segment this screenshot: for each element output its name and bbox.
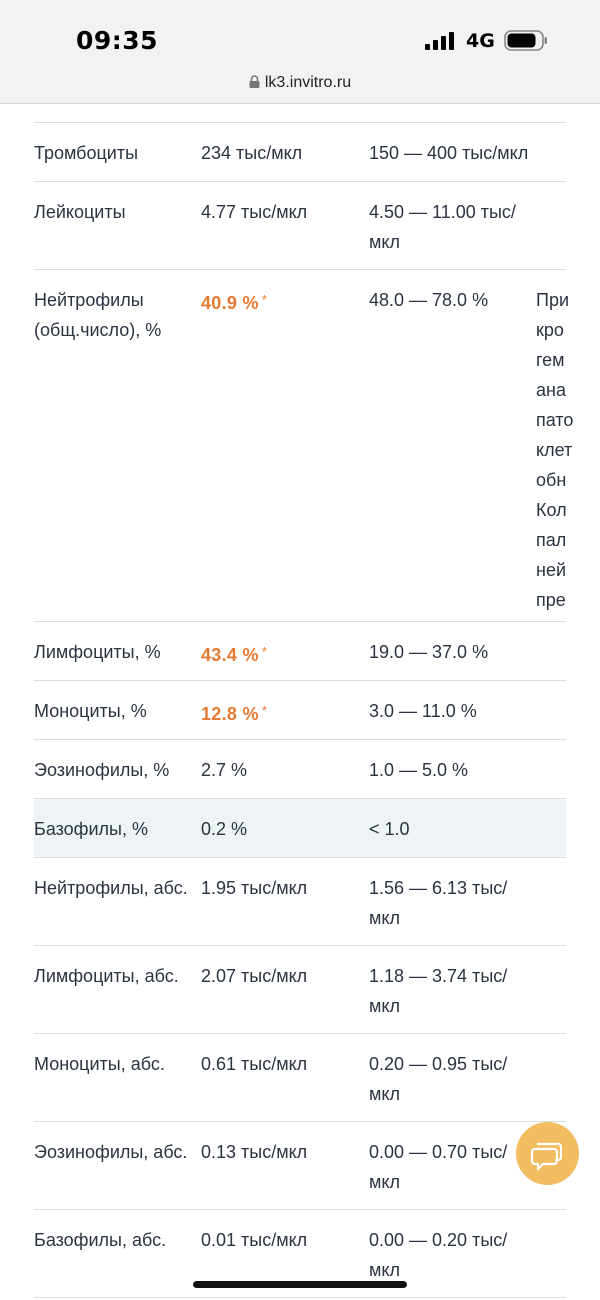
test-value-cell [201, 696, 361, 729]
abnormal-flag: * [261, 292, 267, 307]
reference-range: 1.0 — 5.0 % [369, 760, 469, 780]
test-name: Эозинофилы, % [34, 760, 170, 780]
abnormal-flag: * [261, 703, 267, 718]
table-row [34, 123, 566, 182]
comment-line: обн [536, 470, 567, 490]
test-value-cell [201, 1137, 361, 1167]
test-name: Моноциты, абс. [34, 1054, 165, 1074]
test-value-cell [201, 814, 361, 844]
test-name: Нейтрофилы, абс. [34, 878, 188, 898]
test-value-cell [201, 1225, 361, 1255]
test-value: 40.9 % [201, 293, 259, 313]
table-row [34, 740, 566, 799]
test-value: 43.4 % [201, 645, 259, 665]
table-row [34, 946, 566, 1034]
comment-cell [536, 285, 596, 615]
test-value-cell [201, 755, 361, 785]
test-name: Лимфоциты, абс. [34, 966, 179, 986]
reference-range: 0.00 — 0.20 тыс/мкл [369, 1230, 508, 1280]
test-value: 4.77 тыс/мкл [201, 202, 308, 222]
table-row [34, 622, 566, 681]
test-value: 0.2 % [201, 819, 248, 839]
chat-bubbles-icon [516, 1122, 579, 1185]
test-value: 0.61 тыс/мкл [201, 1054, 308, 1074]
signal-icon [425, 32, 457, 50]
abnormal-flag: * [261, 644, 267, 659]
test-value-cell [201, 873, 361, 903]
test-value-cell [201, 961, 361, 991]
table-row [34, 182, 566, 270]
comment-line: При [536, 290, 570, 310]
test-value-cell [201, 1049, 361, 1079]
reference-range: 1.18 — 3.74 тыс/мкл [369, 966, 508, 1016]
comment-line: кро [536, 320, 564, 340]
reference-range: 150 — 400 тыс/мкл [369, 143, 529, 163]
results-table [0, 104, 600, 1300]
table-row [34, 1034, 566, 1122]
test-name: Эозинофилы, абс. [34, 1142, 188, 1162]
lock-icon [249, 75, 260, 88]
comment-line: пал [536, 530, 567, 550]
status-time: 09:35 [76, 26, 159, 55]
test-name: Лимфоциты, % [34, 642, 161, 662]
address-bar[interactable] [0, 74, 600, 92]
test-value: 2.7 % [201, 760, 248, 780]
table-row [34, 681, 566, 740]
reference-range: 4.50 — 11.00 тыс/мкл [369, 202, 516, 252]
test-value: 0.13 тыс/мкл [201, 1142, 308, 1162]
table-row [34, 270, 574, 622]
test-name: Лейкоциты [34, 202, 126, 222]
table-row [34, 799, 566, 858]
comment-line: пре [536, 590, 566, 610]
url-text: lk3.invitro.ru [264, 74, 352, 91]
reference-range: < 1.0 [369, 819, 410, 839]
test-value: 12.8 % [201, 704, 259, 724]
status-bar [0, 0, 600, 104]
comment-line: клет [536, 440, 573, 460]
test-value: 1.95 тыс/мкл [201, 878, 308, 898]
network-type: 4G [466, 30, 495, 52]
test-name: Нейтрофилы (общ.число), % [34, 290, 162, 340]
test-value: 2.07 тыс/мкл [201, 966, 308, 986]
reference-range: 19.0 — 37.0 % [369, 642, 489, 662]
test-name: Базофилы, % [34, 819, 148, 839]
test-name: Тромбоциты [34, 143, 139, 163]
reference-range: 3.0 — 11.0 % [369, 701, 477, 721]
home-indicator[interactable] [193, 1281, 407, 1288]
test-value-cell [201, 285, 361, 318]
reference-range: 0.00 — 0.70 тыс/мкл [369, 1142, 508, 1192]
test-value-cell [201, 637, 361, 670]
reference-range: 0.20 — 0.95 тыс/мкл [369, 1054, 508, 1104]
comment-line: пато [536, 410, 574, 430]
test-name: Базофилы, абс. [34, 1230, 167, 1250]
table-row [34, 1122, 566, 1210]
comment-line: гем [536, 350, 565, 370]
comment-line: ней [536, 560, 567, 580]
test-name: Моноциты, % [34, 701, 147, 721]
chat-button[interactable] [516, 1122, 579, 1185]
reference-range: 1.56 — 6.13 тыс/мкл [369, 878, 508, 928]
reference-range: 48.0 — 78.0 % [369, 290, 489, 310]
test-value-cell [201, 138, 361, 168]
table-row [34, 858, 566, 946]
test-value: 234 тыс/мкл [201, 143, 303, 163]
test-value: 0.01 тыс/мкл [201, 1230, 308, 1250]
battery-icon [504, 30, 548, 51]
test-value-cell [201, 197, 361, 227]
comment-line: Кол [536, 500, 567, 520]
comment-line: ана [536, 380, 566, 400]
